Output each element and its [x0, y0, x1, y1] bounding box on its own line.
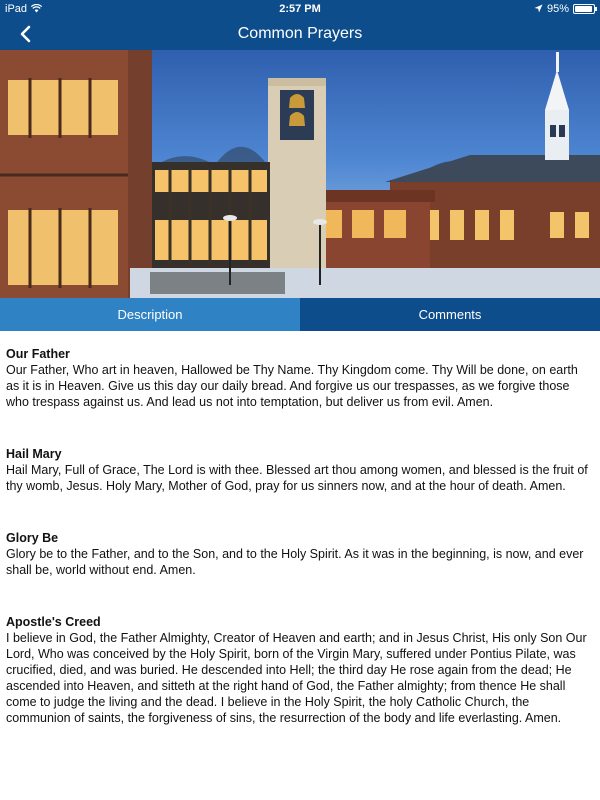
prayer-apostles-creed — [6, 614, 594, 726]
prayer-title: Our Father — [6, 347, 70, 361]
status-bar — [0, 0, 600, 17]
status-time: 2:57 PM — [279, 2, 321, 15]
battery-percent: 95% — [546, 2, 569, 15]
battery-icon — [573, 4, 595, 14]
tab-comments[interactable]: Comments — [300, 298, 600, 331]
church-building-illustration — [0, 50, 600, 298]
prayer-hail-mary — [6, 446, 594, 494]
tab-description[interactable]: Description — [0, 298, 300, 331]
back-button[interactable] — [10, 17, 40, 50]
prayer-list — [6, 346, 594, 762]
prayer-title: Apostle's Creed — [6, 615, 101, 629]
status-right — [534, 3, 595, 15]
battery-fill — [575, 6, 592, 12]
device-name: iPad — [5, 2, 28, 15]
prayer-our-father — [6, 346, 594, 410]
prayer-glory-be — [6, 530, 594, 578]
church-photo — [0, 50, 600, 298]
prayer-text: I believe in God, the Father Almighty, Creator of Heaven and earth; and in Jesus Christ, His only Son Our Lord, Who was conceived by the Holy Spirit, born of the Virgin Mary, suffered under Pontius Pilate, was crucified, died, and was buried. He descended into Hell; the third day He rose again from the dead; He ascended into Heaven, and sitteth at the right hand of God, the Father almighty; from thence He shall come to judge the living and the dead. I believe in the Holy Spirit, the holy Catholic Church, the communion of saints, the forgiveness of sins, the resurrection of the body and life everlasting. Amen. — [6, 631, 587, 725]
tab-bar — [0, 298, 600, 331]
prayer-text: Our Father, Who art in heaven, Hallowed be Thy Name. Thy Kingdom come. Thy Will be done, on earth as it is in Heaven. Give us this day our daily bread. And forgive us our trespasses, as we forgive those who trespass against us. And lead us not into temptation, but deliver us from evil. Amen. — [6, 363, 578, 409]
status-left — [5, 3, 42, 15]
prayer-title: Glory Be — [6, 531, 59, 545]
wifi-icon — [31, 4, 42, 13]
nav-bar — [0, 17, 600, 50]
prayer-title: Hail Mary — [6, 447, 62, 461]
location-arrow-icon — [534, 4, 543, 13]
page-title: Common Prayers — [237, 24, 363, 42]
chevron-left-icon — [19, 25, 31, 43]
prayer-text: Glory be to the Father, and to the Son, and to the Holy Spirit. As it was in the beginning, is now, and ever shall be, world without end. Amen. — [6, 547, 584, 577]
prayer-text: Hail Mary, Full of Grace, The Lord is with thee. Blessed art thou among women, and blessed is the fruit of thy womb, Jesus. Holy Mary, Mother of God, pray for us sinners now, and at the hour of death. Amen. — [6, 463, 588, 493]
